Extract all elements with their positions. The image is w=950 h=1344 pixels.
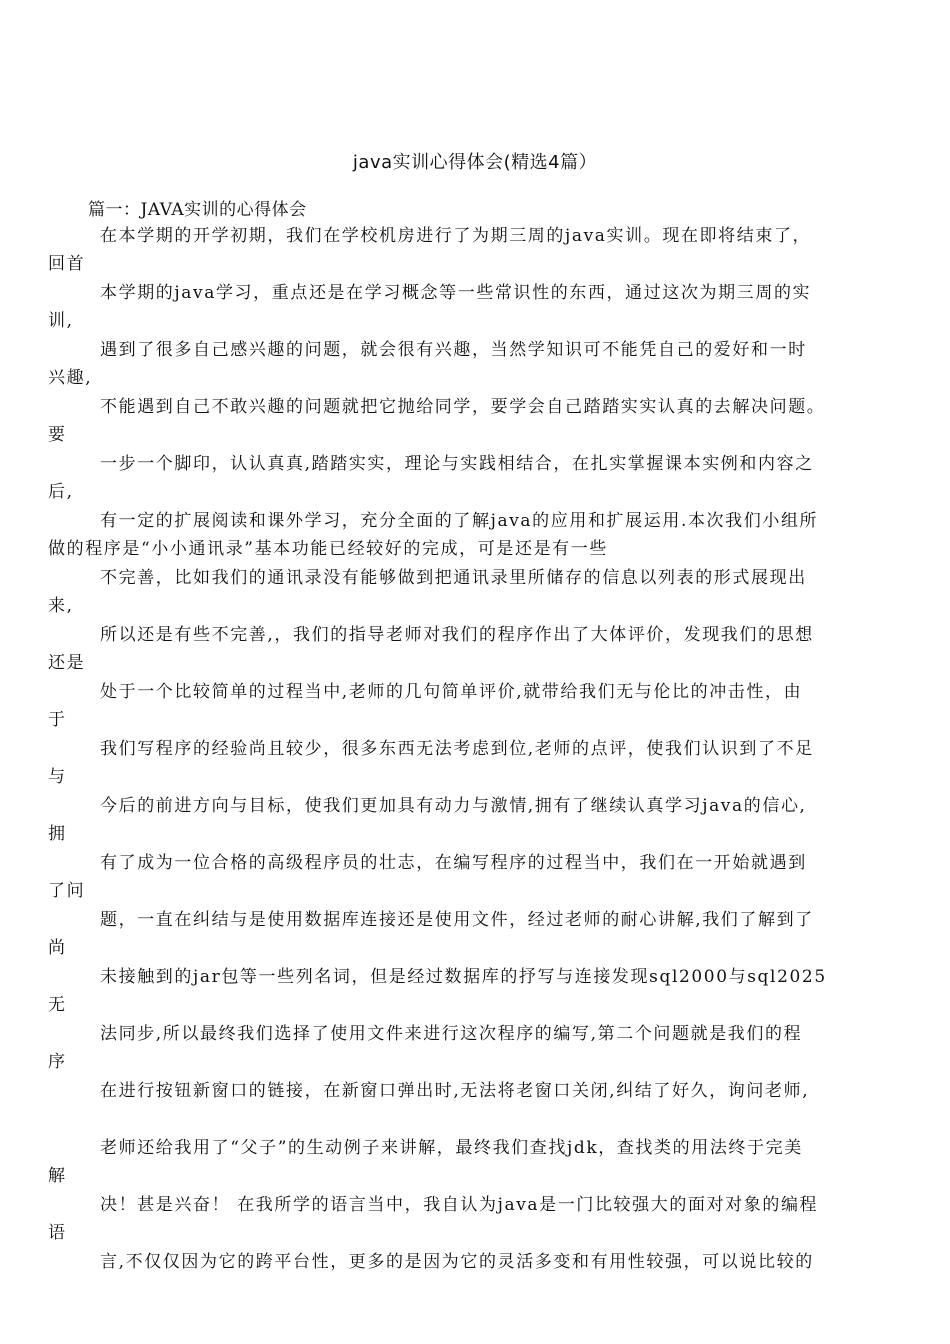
paragraph	[0, 279, 950, 336]
paragraph-line-wrap: 回首	[48, 254, 86, 274]
paragraph	[0, 792, 950, 849]
paragraph-line-wrap: 了问	[48, 881, 86, 901]
paragraph-line-wrap: 语	[48, 1223, 67, 1243]
paragraph	[0, 678, 950, 735]
paragraph-line: 言,不仅仅因为它的跨平台性，更多的是因为它的灵活多变和有用性较强，可以说比较的	[100, 1252, 814, 1272]
paragraph-line-wrap: 序	[48, 1052, 67, 1072]
paragraph	[0, 621, 950, 678]
paragraph	[0, 1248, 950, 1305]
paragraph	[0, 450, 950, 507]
paragraph-line: 未接触到的jar包等一些列名词，但是经过数据库的抒写与连接发现sql2000与sql2025	[100, 967, 827, 987]
paragraph-line: 在进行按钮新窗口的链接，在新窗口弹出时,无法将老窗口关闭,纠结了好久，询问老师,	[100, 1081, 810, 1101]
section-heading: 篇一：JAVA实训的心得体会	[88, 200, 307, 220]
paragraph	[0, 507, 950, 564]
paragraph	[0, 1077, 950, 1134]
paragraph-line-wrap: 于	[48, 710, 67, 730]
paragraph-line: 在本学期的开学初期，我们在学校机房进行了为期三周的java实训。现在即将结束了，	[100, 226, 812, 246]
paragraph-line-wrap: 与	[48, 767, 67, 787]
paragraph-line: 今后的前进方向与目标，使我们更加具有动力与激情,拥有了继续认真学习java的信心,	[100, 796, 807, 816]
paragraph-line: 遇到了很多自己感兴趣的问题，就会很有兴趣，当然学知识可不能凭自己的爱好和一时	[100, 340, 807, 360]
paragraph-line: 老师还给我用了“父子”的生动例子来讲解，最终我们查找jdk，查找类的用法终于完美	[100, 1138, 803, 1158]
paragraph-line: 不完善，比如我们的通讯录没有能够做到把通讯录里所储存的信息以列表的形式展现出	[100, 568, 807, 588]
paragraph-line-wrap: 训,	[48, 311, 74, 331]
paragraph-line: 不能遇到自己不敢兴趣的问题就把它抛给同学，要学会自己踏踏实实认真的去解决问题。	[100, 397, 826, 417]
paragraph-line-wrap: 拥	[48, 824, 67, 844]
paragraph-line-wrap: 还是	[48, 653, 86, 673]
paragraph-line: 有了成为一位合格的高级程序员的壮志，在编写程序的过程当中，我们在一开始就遇到	[100, 853, 807, 873]
paragraph-line: 题，一直在纠结与是使用数据库连接还是使用文件，经过老师的耐心讲解,我们了解到了	[100, 910, 814, 930]
paragraph-line-wrap: 要	[48, 425, 67, 445]
paragraph-line-wrap: 做的程序是“小小通讯录”基本功能已经较好的完成，可是还是有一些	[48, 539, 608, 559]
paragraph-line: 处于一个比较简单的过程当中,老师的几句简单评价,就带给我们无与伦比的冲击性，由	[100, 682, 803, 702]
paragraph-line: 法同步,所以最终我们选择了使用文件来进行这次程序的编写,第二个问题就是我们的程	[100, 1024, 803, 1044]
paragraph-line: 我们写程序的经验尚且较少，很多东西无法考虑到位,老师的点评，使我们认识到了不足	[100, 739, 814, 759]
paragraph	[0, 336, 950, 393]
paragraph-line-wrap: 兴趣,	[48, 368, 93, 388]
paragraph-line: 有一定的扩展阅读和课外学习，充分全面的了解java的应用和扩展运用.本次我们小组所	[100, 511, 819, 531]
paragraph-line-wrap: 后,	[48, 482, 74, 502]
paragraph-line-wrap: 尚	[48, 938, 67, 958]
paragraph	[0, 735, 950, 792]
paragraph	[0, 1191, 950, 1248]
paragraph	[0, 1020, 950, 1077]
paragraph-line: 本学期的java学习，重点还是在学习概念等一些常识性的东西，通过这次为期三周的实	[100, 283, 812, 303]
paragraph-line-wrap: 无	[48, 995, 67, 1015]
paragraph-line-wrap: 来,	[48, 596, 74, 616]
paragraph	[0, 1134, 950, 1191]
paragraph	[0, 222, 950, 279]
paragraph	[0, 963, 950, 1020]
paragraph-line: 一步一个脚印，认认真真,踏踏实实，理论与实践相结合，在扎实掌握课本实例和内容之	[100, 454, 814, 474]
paragraph	[0, 849, 950, 906]
paragraph	[0, 564, 950, 621]
paragraph	[0, 393, 950, 450]
paragraph	[0, 906, 950, 963]
document-title: java实训心得体会(精选4篇）	[352, 152, 598, 173]
paragraph-line: 所以还是有些不完善,，我们的指导老师对我们的程序作出了大体评价，发现我们的思想	[100, 625, 814, 645]
paragraph-line-wrap: 解	[48, 1166, 67, 1186]
paragraph-line: 决！甚是兴奋！ 在我所学的语言当中，我自认为java是一门比较强大的面对对象的编程	[100, 1195, 819, 1215]
document-body	[0, 222, 950, 1305]
